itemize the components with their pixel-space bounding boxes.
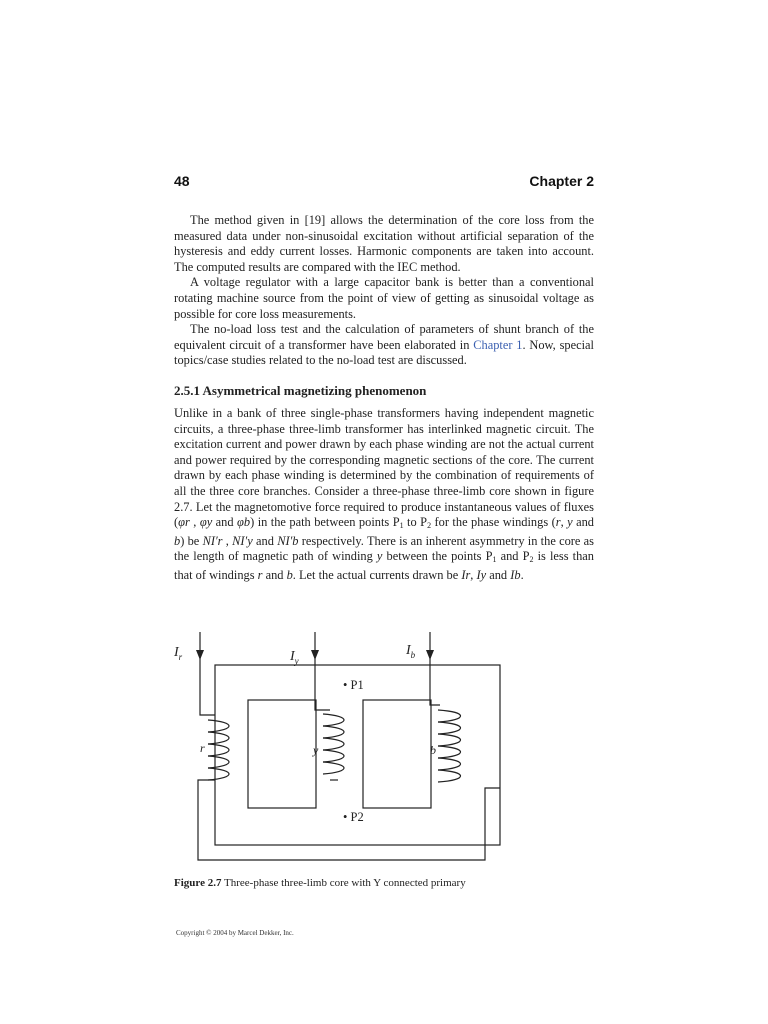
subscript: 1 <box>492 555 497 565</box>
var-b: b <box>286 567 293 582</box>
var-r: r <box>257 567 263 582</box>
label-ib: $I_b$ <box>406 643 416 660</box>
text-run: to P <box>403 515 428 530</box>
arrow-icon <box>311 650 319 660</box>
text-run: , <box>470 567 477 582</box>
paragraph-text: . Now, special topics/case studies related to the no-load test are discussed. <box>174 337 594 368</box>
text-run: and <box>486 567 511 582</box>
text-run: and <box>262 567 287 582</box>
mmf-y: NI′y <box>232 533 253 548</box>
paragraph-text: The no-load loss test and the calculation of parameters of shunt branch of the equivalent circuit of a transformer have been elaborated in <box>174 322 594 352</box>
var-y: y <box>376 549 383 564</box>
text-run: and P <box>496 549 530 564</box>
var-b: b <box>174 533 181 548</box>
text-run: respectively. There is an inherent asymmetry in the core as the length of magnetic path of winding <box>174 533 594 564</box>
flux-y: φy <box>199 515 213 530</box>
subscript: 2 <box>529 555 534 565</box>
chapter-title: Chapter 2 <box>529 173 594 189</box>
text-run: between the points P <box>382 549 493 564</box>
section-body <box>174 406 594 584</box>
label-b: b <box>430 743 436 757</box>
label-iy: $I_y$ <box>290 649 299 666</box>
label-p1: • P1 <box>343 678 364 692</box>
mmf-r: NI′r <box>202 533 223 548</box>
label-p2: • P2 <box>343 810 364 824</box>
mmf-b: NI′b <box>277 533 299 548</box>
text-run: and <box>212 515 238 530</box>
figure-caption <box>174 877 594 889</box>
text-run: , <box>189 515 200 530</box>
current-y: Iy <box>476 567 487 582</box>
label-r: r <box>200 741 205 755</box>
label-y: y <box>313 743 319 757</box>
text-run: is less than that of windings <box>174 549 595 582</box>
arrow-icon <box>426 650 434 660</box>
coil-b <box>438 710 461 782</box>
wire-y <box>315 632 330 710</box>
coil-y <box>323 714 344 774</box>
wire-b <box>430 632 440 705</box>
current-b: Ib <box>510 567 521 582</box>
core-window-left <box>248 700 316 808</box>
text-run: ) in the path between points P <box>250 515 400 530</box>
text-run: and <box>572 515 594 530</box>
text-run: and <box>252 533 278 548</box>
text-run: , <box>560 515 568 530</box>
flux-r: φr <box>178 515 190 530</box>
coil-r <box>208 720 229 780</box>
text-run: Unlike in a bank of three single-phase transformers having independent magnetic circuits, a three-phase three-limb transformer has interlinked magnetic circuit. The excitation current and power drawn by each phase winding are not the actual current and power required by the corresponding magnetic sections of the core. The current drawn by each phase winding is determined by the combination of requirements of all the three core branches. Consider a three-phase three-limb core shown in figure 2.7. Let the magnetomotive force required to produce instantaneous values of fluxes ( <box>174 406 594 530</box>
paragraph: The method given in [19] allows the determination of the core loss from the measured data under non-sinusoidal excitation without artificial separation of the hysteresis and eddy current losses. Harmonic components are taken into account. The computed results are compared with the IEC method. <box>174 213 594 274</box>
var-y: y <box>567 515 573 530</box>
page-number: 48 <box>174 173 190 189</box>
subscript: 2 <box>427 521 432 531</box>
arrow-icon <box>196 650 204 660</box>
caption-text: Three-phase three-limb core with Y connected primary <box>221 877 466 889</box>
page-header <box>174 173 594 193</box>
core-diagram <box>160 630 600 870</box>
text-run: . Let the actual currents drawn be <box>292 567 462 582</box>
label-ir: $I_r$ <box>174 645 183 662</box>
text-run: , <box>222 533 233 548</box>
caption-label: Figure 2.7 <box>174 877 222 889</box>
subscript: 1 <box>399 521 404 531</box>
flux-b: φb <box>237 515 251 530</box>
wire-r <box>200 632 215 715</box>
paragraph: A voltage regulator with a large capacitor bank is better than a conventional rotating machine source from the point of view of getting as sinusoidal voltage as possible for core loss measurements. <box>174 275 594 321</box>
var-r: r <box>555 515 561 530</box>
current-r: Ir <box>461 567 471 582</box>
paragraph <box>174 406 594 584</box>
core-window-right <box>363 700 431 808</box>
chapter-link[interactable]: Chapter 1 <box>473 337 523 352</box>
text-run: . <box>520 567 524 582</box>
section-heading: 2.5.1 Asymmetrical magnetizing phenomenon <box>174 383 427 398</box>
intro-text <box>174 213 594 369</box>
copyright-notice: Copyright © 2004 by Marcel Dekker, Inc. <box>176 929 294 937</box>
text-run: for the phase windings ( <box>431 515 556 530</box>
text-run: ) be <box>180 533 203 548</box>
paragraph <box>174 322 594 369</box>
